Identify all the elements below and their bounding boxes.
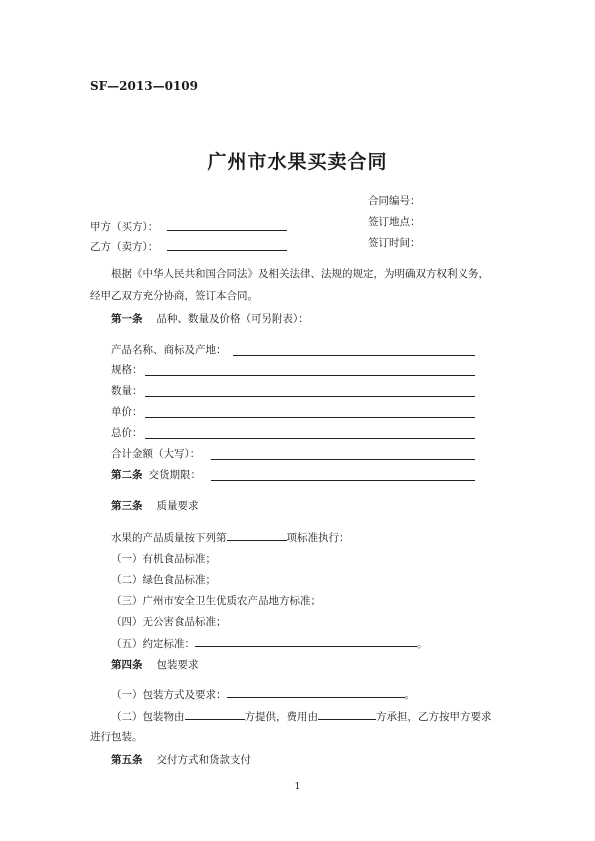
- contract-number-label: 合同编号：: [368, 195, 421, 207]
- seller-label: 乙方（卖方）：: [90, 241, 159, 253]
- field-price-blank[interactable]: [145, 406, 475, 418]
- packing-item-2: [111, 708, 492, 724]
- article-3-text: 质量要求: [156, 500, 199, 512]
- quality-standard-blank[interactable]: [227, 529, 287, 541]
- field-qty-label: 数量：: [111, 385, 143, 397]
- field-total: [111, 425, 143, 440]
- article-5-heading: [111, 752, 251, 767]
- field-qty: [111, 383, 143, 398]
- sign-time-label: 签订时间：: [368, 237, 421, 249]
- field-spec-label: 规格：: [111, 364, 143, 376]
- article-4-text: 包装要求: [156, 659, 199, 671]
- quality-agreed-blank[interactable]: [195, 635, 417, 647]
- buyer-blank[interactable]: [167, 219, 287, 231]
- field-product-blank[interactable]: [233, 344, 475, 356]
- quality-item-1: （一）有机食品标准；: [111, 553, 216, 565]
- quality-item-3: （三）广州市安全卫生优质农产品地方标准；: [111, 595, 321, 607]
- quality-item-2: （二）绿色食品标准；: [111, 574, 216, 586]
- buyer-label: 甲方（买方）：: [90, 221, 159, 233]
- quality-lead-text-a: 水果的产品质量按下列第: [111, 532, 227, 544]
- field-amount-blank[interactable]: [211, 448, 475, 460]
- packing-provider-text-a: （二）包装物由: [111, 711, 185, 723]
- article-5-label: 第五条: [111, 754, 143, 766]
- field-price-label: 单价：: [111, 406, 143, 418]
- sign-place-label: 签订地点：: [368, 216, 421, 228]
- packing-method-label: （一）包装方式及要求：: [111, 689, 227, 701]
- quality-item-4: （四）无公害食品标准；: [111, 616, 227, 628]
- packing-provider-text-b: 方提供，费用由: [244, 711, 318, 723]
- article-3-label: 第三条: [111, 500, 143, 512]
- field-spec-blank[interactable]: [145, 364, 475, 376]
- article-1-text: 品种、数量及价格（可另附表）：: [156, 313, 309, 325]
- contract-title: 广州市水果买卖合同: [207, 151, 388, 173]
- field-amount: [111, 446, 200, 461]
- packing-item-1: [111, 686, 415, 702]
- article-2-heading: [111, 467, 201, 482]
- article-5-text: 交付方式和货款支付: [156, 754, 251, 766]
- packing-method-blank[interactable]: [227, 686, 405, 698]
- seller-blank[interactable]: [167, 239, 287, 251]
- article-3-heading: [111, 498, 199, 513]
- page-number: 1: [294, 782, 301, 792]
- quality-agreed-label: （五）约定标准：: [111, 638, 195, 650]
- quality-lead-text-b: 项标准执行：: [286, 532, 350, 544]
- packing-provider-text-c: 方承担，乙方按甲方要求: [376, 711, 492, 723]
- document-code: SF—2013—0109: [90, 79, 198, 93]
- article-1-label: 第一条: [111, 313, 143, 325]
- article-4-heading: [111, 657, 199, 672]
- delivery-deadline-blank[interactable]: [211, 469, 475, 481]
- field-product: [111, 342, 227, 357]
- field-spec: [111, 362, 143, 377]
- field-amount-label: 合计金额（大写）：: [111, 448, 201, 460]
- article-4-label: 第四条: [111, 659, 143, 671]
- intro-line-1: 根据《中华人民共和国合同法》及相关法律、法规的规定，为明确双方权利义务，: [111, 268, 489, 280]
- quality-lead: [111, 529, 350, 545]
- intro-line-2: 经甲乙双方充分协商，签订本合同。: [90, 290, 258, 302]
- article-1-heading: [111, 311, 309, 326]
- packing-method-end: 。: [404, 689, 415, 701]
- packing-cost-blank[interactable]: [318, 708, 376, 720]
- quality-item-5: [111, 635, 428, 651]
- quality-agreed-end: 。: [417, 638, 428, 650]
- field-total-blank[interactable]: [145, 427, 475, 439]
- article-2-label: 第二条: [111, 469, 143, 481]
- field-product-label: 产品名称、商标及产地：: [111, 344, 227, 356]
- article-2-text: 交货期限：: [148, 469, 201, 481]
- packing-provider-blank[interactable]: [185, 708, 245, 720]
- field-qty-blank[interactable]: [145, 385, 475, 397]
- field-total-label: 总价：: [111, 427, 143, 439]
- packing-item-2-continued: 进行包装。: [90, 731, 143, 743]
- field-price: [111, 404, 143, 419]
